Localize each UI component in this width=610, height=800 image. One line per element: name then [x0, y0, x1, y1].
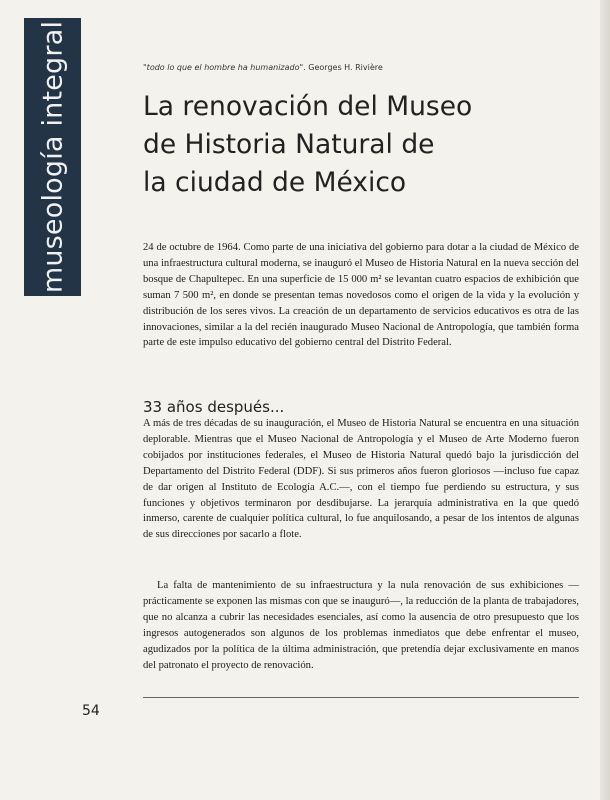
article-title	[143, 88, 573, 202]
footer-rule	[143, 697, 579, 698]
section-tab	[24, 18, 81, 296]
title-line-1: La renovación del Museo	[143, 91, 473, 122]
section-tab-label: museología integral	[37, 20, 68, 294]
paragraph-decline: A más de tres décadas de su inauguración, el Museo de Historia Natural se encuentra en una situación deplorable. Mientras que el Museo Nacional de Antropología y el Museo de Arte Moderno fueron cobijados por instituciones federales, el Museo de Historia Natural quedó bajo la jurisdicción del Departamento del Distrito Federal (DDF). Si sus primeros años fueron gloriosos —incluso fue capaz de dar origen al Instituto de Ecología A.C.—, con el tiempo fue perdiendo su estructura, y sus funciones y objetivos terminaron por desdibujarse. La jerarquía administrativa en la que quedó inmerso, carente de cualquier política cultural, lo fue anquilosando, a pesar de los intentos de algunas de sus direcciones por sacarlo a flote.	[143, 418, 579, 541]
page-edge	[600, 0, 610, 800]
title-line-3: la ciudad de México	[143, 167, 407, 198]
paragraph-intro: 24 de octubre de 1964. Como parte de una iniciativa del gobierno para dotar a la ciudad de México de una infraestructura cultural moderna, se inauguró el Museo de Historia Natural en la nueva sección del bosque de Chapultepec. En una superficie de 15 000 m² se levantan cuatro espacios de exhibición que suman 7 500 m², en donde se presentan temas novedosos como el origen de la vida y la evolución y distribución de los seres vivos. La creación de un departamento de servicios educativos es otra de las innovaciones, similar a la del recién inaugurado Museo Nacional de Antropología, que también forma parte de este impulso educativo del gobierno central del Distrito Federal.	[143, 242, 579, 349]
title-line-2: de Historia Natural de	[143, 129, 435, 160]
paragraph-problems: La falta de mantenimiento de su infraestructura y la nula renovación de sus exhibiciones —prácticamente se exponen las mismas con que se inauguró—, la reducción de la planta de trabajadores, que no alcanza a cubrir las necesidades esenciales, así como la ausencia de otro presupuesto que los ingresos autogenerados son algunos de los problemas inmediatos que debe enfrentar el museo, agudizados por la política de la última administración, que pretendía dejar exclusivamente en manos del patronato el proyecto de renovación.	[143, 580, 579, 671]
epigraph-author: . Georges H. Rivière	[303, 63, 383, 72]
epigraph	[143, 63, 563, 72]
section-subheading: 33 años después...	[143, 398, 285, 416]
epigraph-quote: "todo lo que el hombre ha humanizado"	[143, 63, 304, 72]
page-number: 54	[82, 703, 100, 719]
